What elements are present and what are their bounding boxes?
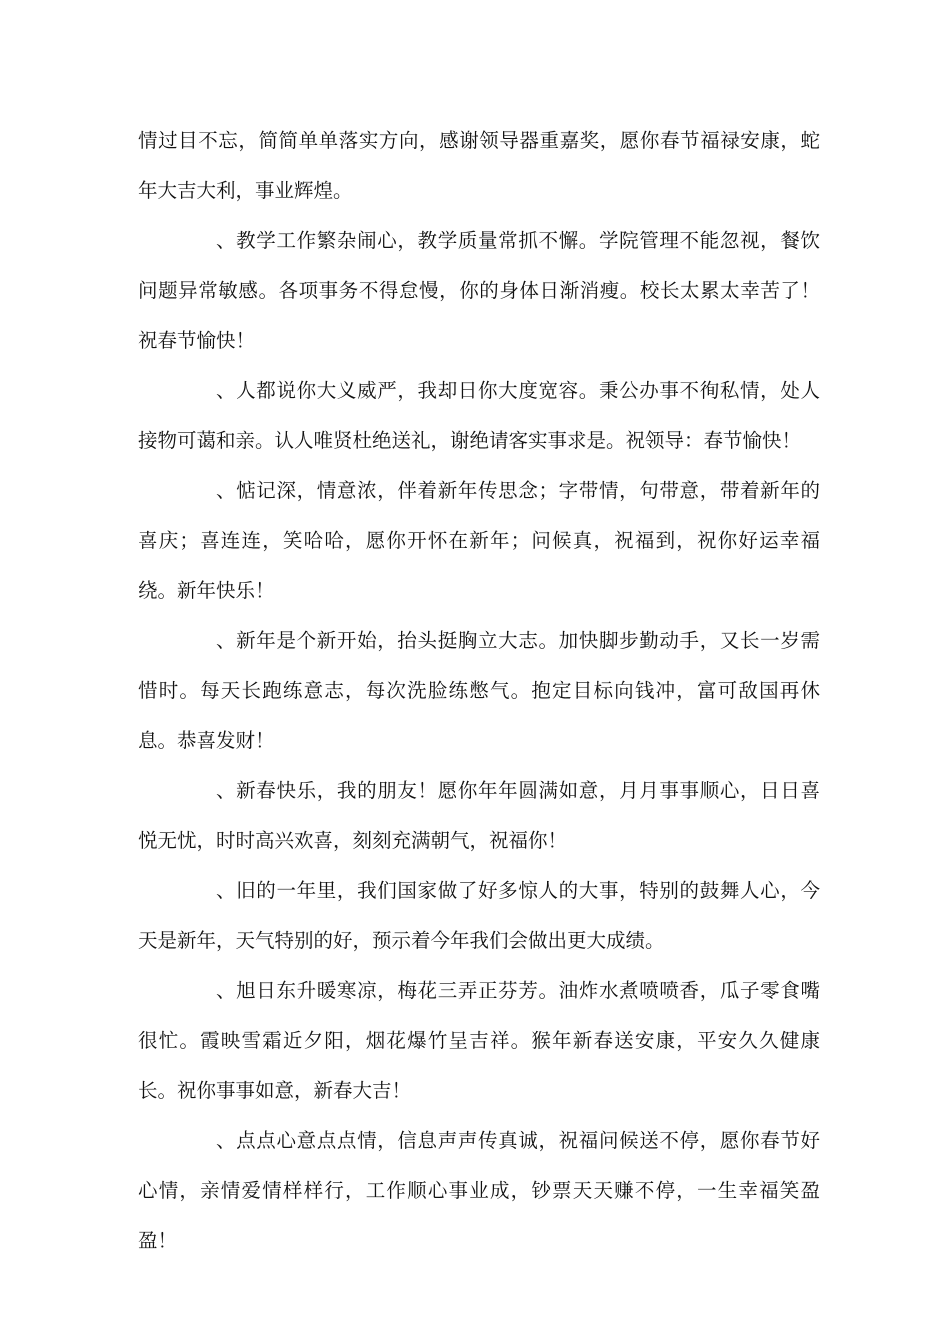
paragraph-5: 、新年是个新开始，抬头挺胸立大志。加快脚步勤动手，又长一岁需惜时。每天长跑练意志，每次洗脸练憋气。抱定目标向钱冲，富可敌国再休息。恭喜发财！ — [138, 629, 820, 752]
paragraph-8: 、旭日东升暖寒凉，梅花三弄正芬芳。油炸水煮喷喷香，瓜子零食嘴很忙。霞映雪霜近夕阳，烟花爆竹呈吉祥。猴年新春送安康，平安久久健康长。祝你事事如意，新春大吉！ — [138, 979, 820, 1102]
paragraph-6: 、新春快乐，我的朋友！愿你年年圆满如意，月月事事顺心，日日喜悦无忧，时时高兴欢喜，刻刻充满朝气，祝福你！ — [138, 779, 820, 852]
paragraph-7: 、旧的一年里，我们国家做了好多惊人的大事，特别的鼓舞人心，今天是新年，天气特别的好，预示着今年我们会做出更大成绩。 — [138, 879, 820, 952]
paragraph-3: 、人都说你大义威严，我却日你大度宽容。秉公办事不徇私情，处人接物可蔼和亲。认人唯贤杜绝送礼，谢绝请客实事求是。祝领导：春节愉快！ — [138, 379, 820, 452]
paragraph-9: 、点点心意点点情，信息声声传真诚，祝福问候送不停，愿你春节好心情，亲情爱情样样行，工作顺心事业成，钞票天天赚不停，一生幸福笑盈盈！ — [138, 1129, 820, 1252]
paragraph-2: 、教学工作繁杂闹心，教学质量常抓不懈。学院管理不能忽视，餐饮问题异常敏感。各项事务不得怠慢，你的身体日渐消瘦。校长太累太幸苦了！祝春节愉快！ — [138, 229, 820, 352]
paragraph-1: 情过目不忘，简简单单落实方向，感谢领导器重嘉奖，愿你春节福禄安康，蛇年大吉大利，事业辉煌。 — [138, 129, 820, 202]
document-body — [138, 116, 820, 1266]
paragraph-4: 、惦记深，情意浓，伴着新年传思念；字带情，句带意，带着新年的喜庆；喜连连，笑哈哈，愿你开怀在新年；问候真，祝福到，祝你好运幸福绕。新年快乐！ — [138, 479, 820, 602]
